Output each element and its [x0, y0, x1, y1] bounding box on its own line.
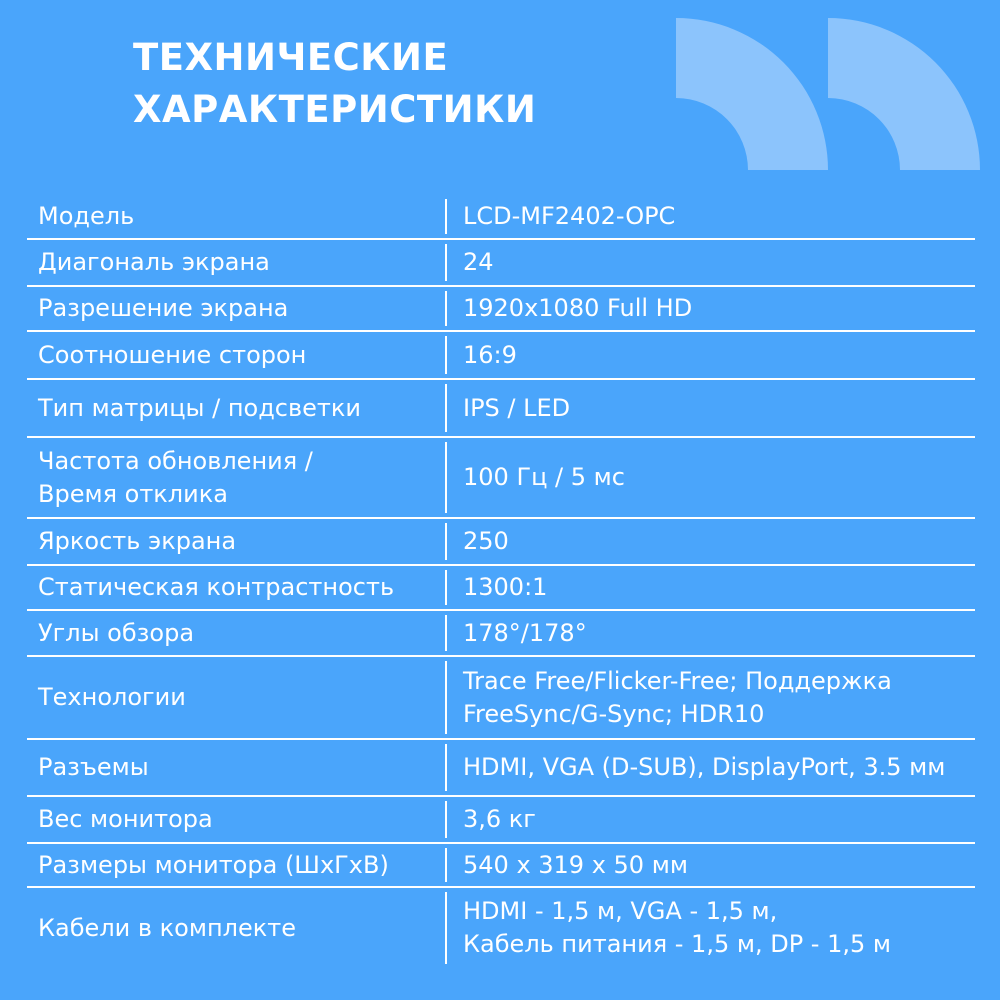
column-separator: [445, 801, 447, 838]
column-separator: [445, 744, 447, 791]
spec-value: HDMI, VGA (D-SUB), DisplayPort, 3.5 мм: [463, 753, 946, 781]
spec-row-refresh-rate: [27, 438, 975, 517]
spec-row-resolution: [27, 287, 975, 330]
spec-row-aspect-ratio: [27, 332, 975, 378]
spec-value: 3,6 кг: [463, 805, 536, 833]
spec-value: HDMI - 1,5 м, VGA - 1,5 м, Кабель питания - 1,5 м, DP - 1,5 м: [463, 897, 891, 958]
page-title-line-2: ХАРАКТЕРИСТИКИ: [133, 88, 537, 131]
spec-value: 1300:1: [463, 573, 548, 601]
spec-row-technologies: [27, 657, 975, 738]
spec-row-cables: [27, 888, 975, 968]
spec-row-model: [27, 195, 975, 238]
spec-label: Соотношение сторон: [38, 340, 307, 369]
spec-label: Частота обновления / Время отклика: [38, 446, 313, 508]
spec-value: 16:9: [463, 340, 517, 369]
column-separator: [445, 336, 447, 374]
column-separator: [445, 244, 447, 281]
column-separator: [445, 199, 447, 234]
page-title-line-1: ТЕХНИЧЕСКИЕ: [133, 36, 449, 79]
column-separator: [445, 661, 447, 734]
quote-mark-right: [828, 18, 980, 170]
spec-label: Разъемы: [38, 753, 149, 781]
column-separator: [445, 892, 447, 964]
spec-value: 178°/178°: [463, 618, 587, 647]
spec-row-dimensions: [27, 844, 975, 886]
quote-mark-left: [676, 18, 828, 170]
spec-value: 250: [463, 527, 509, 555]
spec-value: 540 x 319 x 50 мм: [463, 850, 688, 879]
column-separator: [445, 523, 447, 560]
column-separator: [445, 615, 447, 651]
spec-label: Модель: [38, 202, 135, 230]
spec-row-brightness: [27, 519, 975, 564]
spec-label: Вес монитора: [38, 805, 213, 833]
spec-label: Диагональ экрана: [38, 248, 270, 276]
spec-row-diagonal: [27, 240, 975, 285]
spec-label: Разрешение экрана: [38, 294, 289, 322]
column-separator: [445, 570, 447, 605]
spec-value: 1920x1080 Full HD: [463, 294, 693, 322]
column-separator: [445, 291, 447, 326]
spec-label: Углы обзора: [38, 618, 195, 647]
spec-row-weight: [27, 797, 975, 842]
spec-label: Статическая контрастность: [38, 573, 395, 601]
spec-value: 100 Гц / 5 мс: [463, 463, 625, 491]
column-separator: [445, 848, 447, 882]
column-separator: [445, 442, 447, 513]
spec-row-panel-type: [27, 380, 975, 436]
spec-value: 24: [463, 248, 494, 276]
spec-value: LCD-MF2402-OPC: [463, 202, 676, 230]
spec-value: Trace Free/Flicker-Free; Поддержка FreeSync/G-Sync; HDR10: [463, 666, 892, 728]
spec-row-ports: [27, 740, 975, 795]
spec-label: Кабели в комплекте: [38, 913, 296, 942]
spec-label: Тип матрицы / подсветки: [38, 393, 361, 422]
page-title: [133, 32, 536, 136]
spec-row-contrast: [27, 566, 975, 609]
spec-label: Технологии: [38, 683, 186, 711]
spec-label: Яркость экрана: [38, 527, 237, 555]
spec-label: Размеры монитора (ШxГxВ): [38, 850, 389, 879]
column-separator: [445, 384, 447, 432]
spec-value: IPS / LED: [463, 393, 571, 422]
spec-row-viewing-angles: [27, 611, 975, 655]
